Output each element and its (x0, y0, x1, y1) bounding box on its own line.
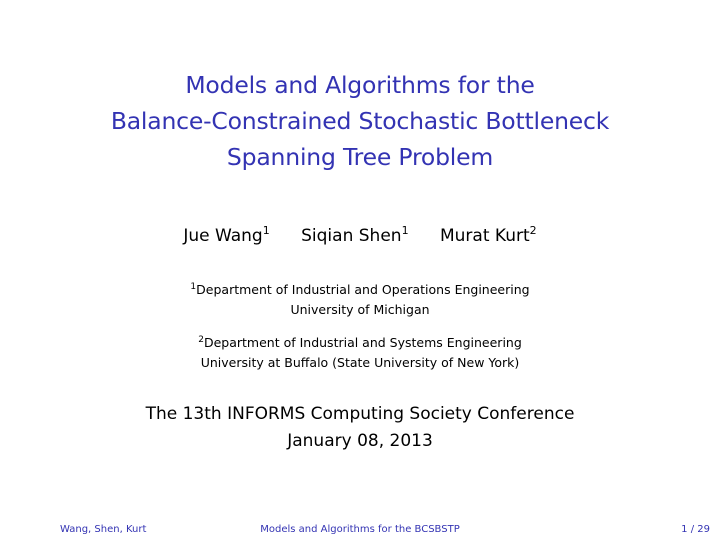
affiliation-mark: 2 (529, 224, 537, 237)
footer-page-number: 1 / 29 (681, 524, 710, 535)
conference-date: January 08, 2013 (287, 431, 433, 451)
affiliation-mark: 1 (401, 224, 409, 237)
title-line-1: Models and Algorithms for the (185, 71, 535, 99)
affiliation-department: Department of Industrial and Operations Engineering (196, 282, 530, 297)
conference-info (0, 401, 720, 455)
affiliation-university: University of Michigan (290, 302, 430, 317)
affiliation-2 (0, 333, 720, 373)
title-line-3: Spanning Tree Problem (226, 143, 494, 171)
title-line-2: Balance-Constrained Stochastic Bottleneck (110, 107, 610, 135)
author-2 (301, 224, 408, 248)
author-name: Siqian Shen (301, 226, 402, 246)
footer-short-title: Models and Algorithms for the BCSBSTP (260, 524, 460, 535)
author-name: Murat Kurt (439, 226, 530, 246)
affiliation-mark: 2 (198, 335, 204, 345)
author-1 (183, 224, 269, 248)
author-list (0, 224, 720, 248)
conference-name: The 13th INFORMS Computing Society Conference (145, 404, 575, 424)
footer-authors: Wang, Shen, Kurt (60, 524, 147, 535)
affiliation-university: University at Buffalo (State University of New York) (200, 355, 520, 370)
affiliation-1 (0, 280, 720, 320)
slide-footer (0, 522, 720, 538)
affiliation-mark: 1 (190, 282, 197, 292)
author-name: Jue Wang (183, 226, 263, 246)
presentation-title (0, 67, 720, 175)
affiliation-department: Department of Industrial and Systems Engineering (203, 335, 522, 350)
author-3 (440, 224, 537, 248)
affiliation-mark: 1 (262, 224, 270, 237)
